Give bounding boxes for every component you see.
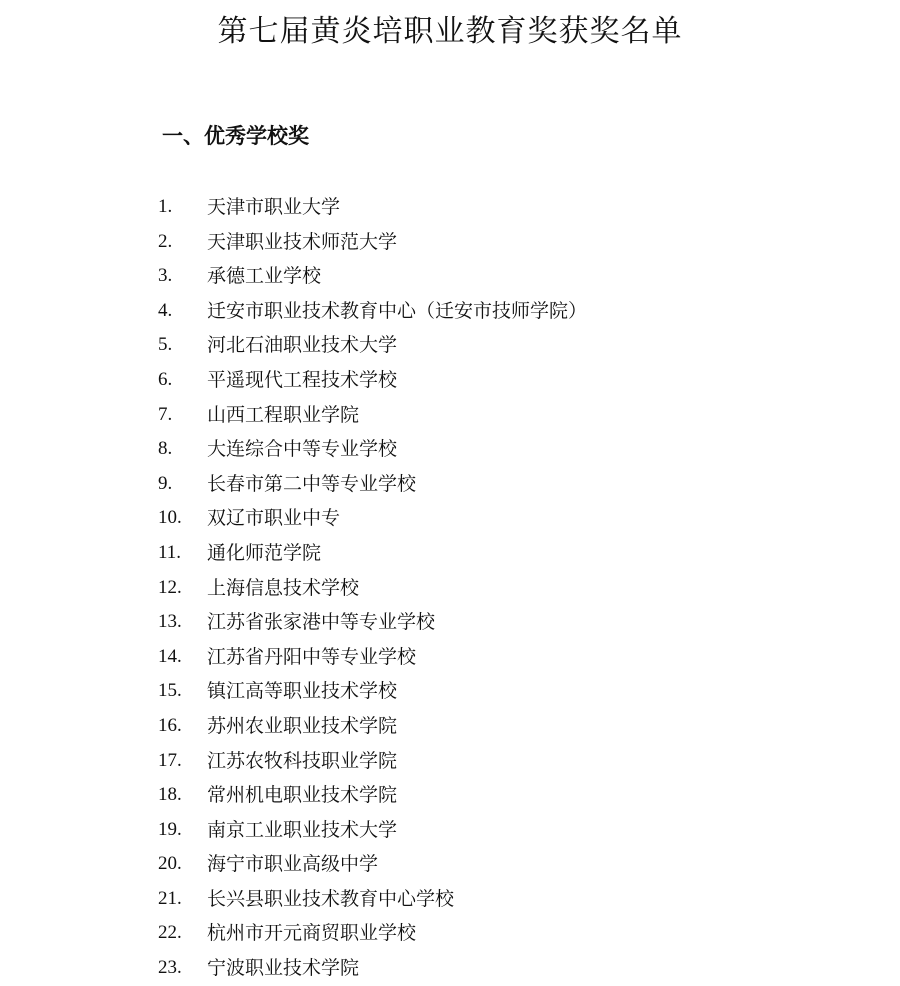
list-item-school-name: 大连综合中等专业学校 [207, 438, 398, 461]
list-item-number: 19. [158, 818, 182, 840]
list-item-school-name: 苏州农业职业技术学院 [207, 714, 398, 737]
list-item-school-name: 迁安市职业技术教育中心（迁安市技师学院） [207, 299, 588, 322]
list-item-school-name: 承德工业学校 [207, 265, 322, 288]
list-item-number: 12. [158, 576, 182, 598]
list-item [0, 847, 900, 882]
list-item-school-name: 江苏省丹阳中等专业学校 [207, 645, 417, 668]
list-item-school-name: 海宁市职业高级中学 [207, 853, 379, 876]
list-item-school-name: 宁波职业技术学院 [207, 957, 360, 980]
list-item-number: 3. [158, 265, 173, 287]
list-item-number: 23. [158, 957, 182, 979]
list-item-school-name: 常州机电职业技术学院 [207, 784, 398, 807]
list-item [0, 605, 900, 640]
list-item [0, 709, 900, 744]
list-item [0, 363, 900, 398]
list-item-number: 10. [158, 507, 182, 529]
list-item-school-name: 天津职业技术师范大学 [207, 230, 398, 253]
list-item-school-name: 杭州市开元商贸职业学校 [207, 922, 417, 945]
award-list [0, 190, 900, 986]
list-item-number: 6. [158, 368, 173, 390]
list-item-number: 9. [158, 472, 173, 494]
list-item-number: 17. [158, 749, 182, 771]
list-item [0, 190, 900, 225]
list-item-number: 15. [158, 680, 182, 702]
list-item [0, 813, 900, 848]
list-item [0, 674, 900, 709]
list-item [0, 571, 900, 606]
list-item-number: 18. [158, 784, 182, 806]
list-item-number: 2. [158, 230, 173, 252]
list-item [0, 501, 900, 536]
list-item [0, 294, 900, 329]
list-item-number: 7. [158, 403, 173, 425]
list-item [0, 432, 900, 467]
list-item-number: 8. [158, 438, 173, 460]
list-item-number: 16. [158, 714, 182, 736]
list-item-number: 5. [158, 334, 173, 356]
list-item [0, 328, 900, 363]
list-item [0, 536, 900, 571]
list-item [0, 916, 900, 951]
list-item-school-name: 江苏农牧科技职业学院 [207, 749, 398, 772]
list-item [0, 398, 900, 433]
list-item-school-name: 双辽市职业中专 [207, 507, 341, 530]
list-item-school-name: 河北石油职业技术大学 [207, 334, 398, 357]
list-item [0, 778, 900, 813]
list-item-school-name: 上海信息技术学校 [207, 576, 360, 599]
list-item-school-name: 通化师范学院 [207, 541, 322, 564]
list-item [0, 744, 900, 779]
list-item [0, 951, 900, 986]
section-heading: 一、优秀学校奖 [162, 124, 309, 148]
list-item-school-name: 南京工业职业技术大学 [207, 818, 398, 841]
page-title: 第七届黄炎培职业教育奖获奖名单 [217, 14, 683, 49]
list-item-number: 4. [158, 299, 173, 321]
list-item [0, 259, 900, 294]
list-item-number: 14. [158, 645, 182, 667]
list-item-number: 21. [158, 887, 182, 909]
list-item [0, 882, 900, 917]
list-item-school-name: 长兴县职业技术教育中心学校 [207, 887, 455, 910]
list-item-number: 22. [158, 922, 182, 944]
list-item [0, 467, 900, 502]
list-item-school-name: 长春市第二中等专业学校 [207, 472, 417, 495]
list-item-school-name: 江苏省张家港中等专业学校 [207, 611, 436, 634]
list-item [0, 225, 900, 260]
list-item-number: 13. [158, 611, 182, 633]
list-item [0, 640, 900, 675]
list-item-school-name: 镇江高等职业技术学校 [207, 680, 398, 703]
list-item-number: 20. [158, 853, 182, 875]
list-item-number: 1. [158, 196, 173, 217]
list-item-number: 11. [158, 541, 182, 563]
list-item-school-name: 平遥现代工程技术学校 [207, 368, 398, 391]
list-item-school-name: 天津市职业大学 [207, 196, 341, 218]
list-item-school-name: 山西工程职业学院 [207, 403, 360, 426]
